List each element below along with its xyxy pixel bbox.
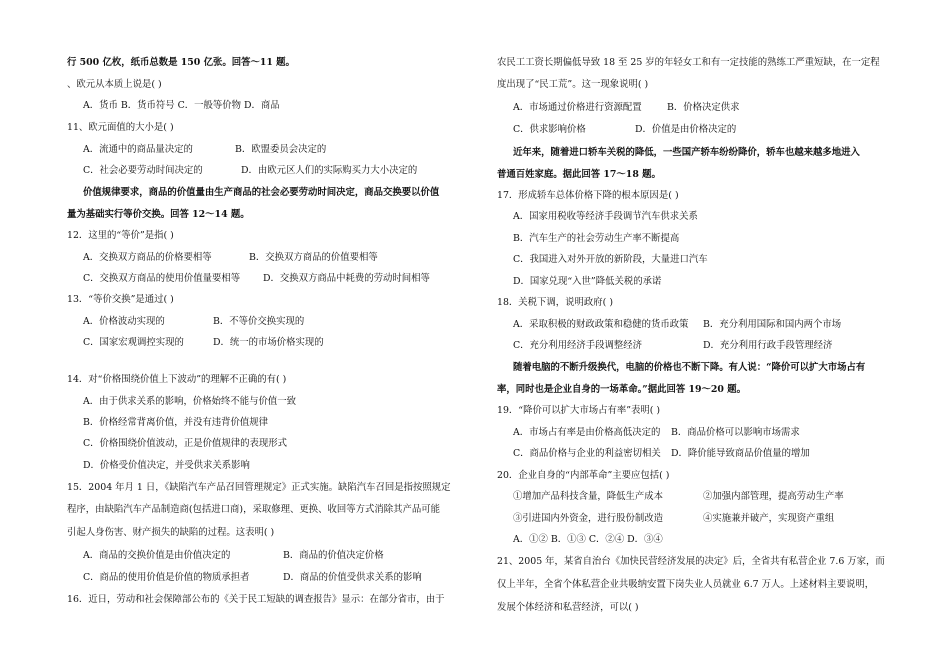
option-c: C．商品的使用价值是价值的物质承担者 xyxy=(83,572,250,583)
question-18: 18．关税下调，说明政府( ) xyxy=(497,297,613,308)
option-a: A．交换双方商品的价格要相等 xyxy=(83,252,212,263)
option-d: D．价值是由价格决定的 xyxy=(635,124,737,135)
question-15-line: 程序，由缺陷汽车产品制造商(包括进口商)，采取修理、更换、收回等方式消除其产品可能 xyxy=(67,504,440,515)
option-d: D．价格受价值决定，并受供求关系影响 xyxy=(83,460,250,471)
option-c: C．我国进入对外开放的新阶段，大量进口汽车 xyxy=(513,254,708,265)
question-19: 19．“降价可以扩大市场占有率”表明( ) xyxy=(497,405,661,416)
question-16-line: 农民工工资长期偏低导致 18 至 25 岁的年轻女工和有一定技能的熟练工严重短缺，在一定程 xyxy=(497,57,880,68)
option-a: A．商品的交换价值是由价值决定的 xyxy=(83,550,231,561)
option-b: B．交换双方商品的价值要相等 xyxy=(249,252,378,263)
option-a: A．由于供求关系的影响，价格始终不能与价值一致 xyxy=(83,396,297,407)
option-d: D．商品的价值受供求关系的影响 xyxy=(283,572,422,583)
option-c: C．供求影响价格 xyxy=(513,124,586,135)
option-c: C．商品价格与企业的利益密切相关 xyxy=(513,448,661,459)
option-d: D．国家兑现“入世”降低关税的承诺 xyxy=(513,276,662,287)
statement-4: ④实施兼并破产，实现资产重组 xyxy=(703,513,835,524)
option-row: A．货币 B．货币符号 C．一般等价物 D．商品 xyxy=(83,100,280,111)
material-text: 近年来，随着进口轿车关税的降低，一些国产轿车纷纷降价，轿车也越来越多地进入 xyxy=(513,147,860,158)
material-text: 随着电脑的不断升级换代，电脑的价格也不断下降。有人说：“降价可以扩大市场占有 xyxy=(513,362,866,373)
statement-3: ③引进国内外资金，进行股份制改造 xyxy=(513,513,664,524)
material-text: 率，同时也是企业自身的一场革命。”据此回答 19～20 题。 xyxy=(497,384,746,395)
option-b: B．欧盟委员会决定的 xyxy=(235,144,327,155)
question-12: 12．这里的“等价”是指( ) xyxy=(67,230,174,241)
option-d: D．降价能导致商品价值量的增加 xyxy=(671,448,810,459)
option-d: D．统一的市场价格实现的 xyxy=(213,337,324,348)
option-b: B．商品价格可以影响市场需求 xyxy=(671,427,800,438)
option-a: A．采取积极的财政政策和稳健的货币政策 xyxy=(513,319,689,330)
option-d: D．交换双方商品中耗费的劳动时间相等 xyxy=(263,273,430,284)
question-14: 14．对“价格围绕价值上下波动”的理解不正确的有( ) xyxy=(67,374,287,385)
question-16-line: 度出现了“民工荒”。这一现象说明( ) xyxy=(497,79,649,90)
material-text: 价值规律要求，商品的价值量由生产商品的社会必要劳动时间决定，商品交换要以价值 xyxy=(83,187,440,198)
material-text: 量为基础实行等价交换。回答 12～14 题。 xyxy=(67,209,250,220)
option-c: C．国家宏观调控实现的 xyxy=(83,337,184,348)
option-c: C．充分利用经济手段调整经济 xyxy=(513,340,643,351)
question-stem: 、欧元从本质上说是( ) xyxy=(67,79,162,90)
question-16: 16．近日，劳动和社会保障部公布的《关于民工短缺的调查报告》显示：在部分省市，由于 xyxy=(67,594,445,605)
option-c: C．社会必要劳动时间决定的 xyxy=(83,165,203,176)
material-text: 普通百姓家庭。据此回答 17～18 题。 xyxy=(497,169,661,180)
option-b: B．价格决定供求 xyxy=(667,102,740,113)
option-b: B．充分利用国际和国内两个市场 xyxy=(703,319,842,330)
option-a: A．市场占有率是由价格高低决定的 xyxy=(513,427,661,438)
option-row: A．①② B．①③ C．②④ D．③④ xyxy=(513,534,663,545)
question-11: 11、欧元面值的大小是( ) xyxy=(67,122,174,133)
question-17: 17．形成轿车总体价格下降的根本原因是( ) xyxy=(497,190,679,201)
question-15: 15．2004 年月 1 日，《缺陷汽车产品召回管理规定》正式实施。缺陷汽车召回是指按照规定 xyxy=(67,482,451,493)
option-a: A．国家用税收等经济手段调节汽车供求关系 xyxy=(513,211,698,222)
material-text: 行 500 亿枚，纸币总数是 150 亿张。回答～11 题。 xyxy=(67,57,295,68)
question-13: 13．“等价交换”是通过( ) xyxy=(67,294,174,305)
question-21-line: 仅上半年，全省个体私营企业共吸纳安置下岗失业人员就业 6.7 万人。上述材料主要说明， xyxy=(497,579,875,590)
option-a: A．市场通过价格进行资源配置 xyxy=(513,102,642,113)
option-c: C．价格围绕价值波动，正是价值规律的表现形式 xyxy=(83,438,288,449)
option-a: A．流通中的商品量决定的 xyxy=(83,144,193,155)
option-b: B．不等价交换实现的 xyxy=(213,316,305,327)
question-20: 20．企业自身的“内部革命”主要应包括( ) xyxy=(497,470,670,481)
option-d: D．充分利用行政手段管理经济 xyxy=(703,340,833,351)
option-b: B．汽车生产的社会劳动生产率不断提高 xyxy=(513,233,680,244)
question-15-line: 引起人身伤害、财产损失的缺陷的过程。这表明( ) xyxy=(67,527,275,538)
option-b: B．价格经常背离价值，并没有违背价值规律 xyxy=(83,417,269,428)
question-21: 21、2005 年，某省自治台《加快民营经济发展的决定》后，全省共有私营企业 7.6 万家，而 xyxy=(497,556,885,567)
option-a: A．价格波动实现的 xyxy=(83,316,165,327)
statement-2: ②加强内部管理，提高劳动生产率 xyxy=(703,491,844,502)
option-b: B．商品的价值决定价格 xyxy=(283,550,384,561)
statement-1: ①增加产品科技含量，降低生产成本 xyxy=(513,491,664,502)
option-d: D．由欧元区人们的实际购买力大小决定的 xyxy=(241,165,418,176)
question-21-line: 发展个体经济和私营经济，可以( ) xyxy=(497,602,639,613)
option-c: C．交换双方商品的使用价值量要相等 xyxy=(83,273,241,284)
